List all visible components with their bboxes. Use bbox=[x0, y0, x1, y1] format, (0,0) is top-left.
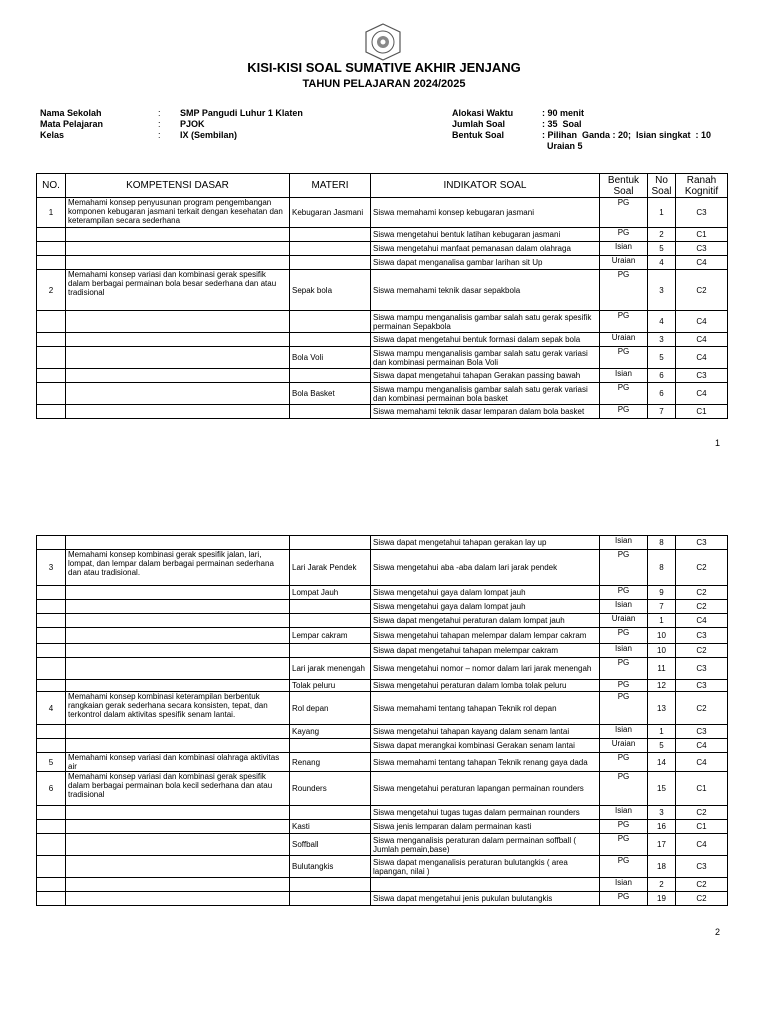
indikator-soal-cell: Siswa mengetahui nomor – nomor dalam lari jarak menengah bbox=[371, 658, 600, 680]
no-soal-cell: 8 bbox=[648, 550, 676, 586]
row-no-cell bbox=[37, 739, 66, 753]
materi-cell bbox=[290, 892, 371, 906]
kompetensi-dasar-cell: Memahami konsep variasi dan kombinasi gerak spesifik dalam berbagai permainan bola kecil sederhana dan atau tradisional bbox=[66, 772, 290, 806]
table-row bbox=[37, 739, 728, 753]
no-soal-cell: 5 bbox=[648, 242, 676, 256]
row-no-cell bbox=[37, 806, 66, 820]
no-soal-cell: 12 bbox=[648, 680, 676, 692]
materi-cell bbox=[290, 311, 371, 333]
row-no-cell: 1 bbox=[37, 198, 66, 228]
kisi-table-page-2 bbox=[36, 535, 728, 906]
indikator-soal-cell: Siswa mengetahui tahapan melempar dalam lempar cakram bbox=[371, 628, 600, 644]
materi-cell bbox=[290, 369, 371, 383]
kompetensi-dasar-cell bbox=[66, 680, 290, 692]
materi-cell: Tolak peluru bbox=[290, 680, 371, 692]
table-row bbox=[37, 628, 728, 644]
no-soal-cell: 2 bbox=[648, 228, 676, 242]
row-no-cell: 6 bbox=[37, 772, 66, 806]
indikator-soal-cell: Siswa dapat mengetahui tahapan gerakan lay up bbox=[371, 536, 600, 550]
row-no-cell: 2 bbox=[37, 270, 66, 311]
row-no-cell bbox=[37, 586, 66, 600]
bentuk-soal-cell: PG bbox=[600, 270, 648, 311]
table-row bbox=[37, 586, 728, 600]
colon: : bbox=[158, 108, 161, 118]
no-soal-cell: 4 bbox=[648, 256, 676, 270]
row-no-cell bbox=[37, 658, 66, 680]
ranah-kognitif-cell: C2 bbox=[676, 600, 728, 614]
table-row bbox=[37, 834, 728, 856]
table-row bbox=[37, 270, 728, 311]
ranah-kognitif-cell: C4 bbox=[676, 347, 728, 369]
ranah-kognitif-cell: C3 bbox=[676, 725, 728, 739]
row-no-cell: 3 bbox=[37, 550, 66, 586]
col-ranah-header: Ranah Kognitif bbox=[676, 174, 728, 198]
table-row bbox=[37, 878, 728, 892]
kompetensi-dasar-cell bbox=[66, 242, 290, 256]
kompetensi-dasar-cell bbox=[66, 586, 290, 600]
no-soal-cell: 3 bbox=[648, 333, 676, 347]
ranah-kognitif-cell: C2 bbox=[676, 550, 728, 586]
col-indikator-header: INDIKATOR SOAL bbox=[371, 174, 600, 198]
colon: : bbox=[158, 119, 161, 129]
bentuk-soal-cell: Uraian bbox=[600, 614, 648, 628]
ranah-kognitif-cell: C4 bbox=[676, 614, 728, 628]
materi-cell: Bulutangkis bbox=[290, 856, 371, 878]
bentuk-soal-cell: Isian bbox=[600, 369, 648, 383]
table-row bbox=[37, 550, 728, 586]
kompetensi-dasar-cell bbox=[66, 383, 290, 405]
indikator-soal-cell: Siswa mengetahui gaya dalam lompat jauh bbox=[371, 586, 600, 600]
indikator-soal-cell: Siswa dapat mengetahui jenis pukulan bulutangkis bbox=[371, 892, 600, 906]
materi-cell: Renang bbox=[290, 753, 371, 772]
no-soal-cell: 8 bbox=[648, 536, 676, 550]
materi-cell bbox=[290, 228, 371, 242]
table-row bbox=[37, 311, 728, 333]
kompetensi-dasar-cell bbox=[66, 536, 290, 550]
materi-cell: Rounders bbox=[290, 772, 371, 806]
table-row bbox=[37, 198, 728, 228]
indikator-soal-cell: Siswa mengetahui gaya dalam lompat jauh bbox=[371, 600, 600, 614]
row-no-cell bbox=[37, 228, 66, 242]
col-no-header: NO. bbox=[37, 174, 66, 198]
kompetensi-dasar-cell bbox=[66, 311, 290, 333]
row-no-cell bbox=[37, 644, 66, 658]
indikator-soal-cell: Siswa mengetahui peraturan dalam lomba tolak peluru bbox=[371, 680, 600, 692]
bentuk-soal-cell: PG bbox=[600, 228, 648, 242]
ranah-kognitif-cell: C2 bbox=[676, 270, 728, 311]
materi-cell bbox=[290, 644, 371, 658]
kompetensi-dasar-cell bbox=[66, 892, 290, 906]
no-soal-cell: 7 bbox=[648, 405, 676, 419]
row-no-cell: 5 bbox=[37, 753, 66, 772]
col-bentuk-header: Bentuk Soal bbox=[600, 174, 648, 198]
materi-cell: Lempar cakram bbox=[290, 628, 371, 644]
no-soal-cell: 15 bbox=[648, 772, 676, 806]
materi-cell: Kasti bbox=[290, 820, 371, 834]
subject-value: PJOK bbox=[180, 119, 205, 129]
kompetensi-dasar-cell bbox=[66, 347, 290, 369]
table-row bbox=[37, 256, 728, 270]
table-row bbox=[37, 369, 728, 383]
row-no-cell bbox=[37, 834, 66, 856]
materi-cell bbox=[290, 333, 371, 347]
type-label: Bentuk Soal bbox=[452, 130, 505, 140]
ranah-kognitif-cell: C4 bbox=[676, 333, 728, 347]
table-row bbox=[37, 772, 728, 806]
subject-label: Mata Pelajaran bbox=[40, 119, 104, 129]
indikator-soal-cell: Siswa mengetahui tahapan kayang dalam senam lantai bbox=[371, 725, 600, 739]
row-no-cell bbox=[37, 856, 66, 878]
kompetensi-dasar-cell bbox=[66, 369, 290, 383]
kompetensi-dasar-cell bbox=[66, 856, 290, 878]
materi-cell bbox=[290, 536, 371, 550]
indikator-soal-cell: Siswa memahami tentang tahapan Teknik rol depan bbox=[371, 692, 600, 725]
table-row bbox=[37, 333, 728, 347]
kompetensi-dasar-cell bbox=[66, 658, 290, 680]
no-soal-cell: 14 bbox=[648, 753, 676, 772]
ranah-kognitif-cell: C3 bbox=[676, 680, 728, 692]
kompetensi-dasar-cell bbox=[66, 834, 290, 856]
no-soal-cell: 19 bbox=[648, 892, 676, 906]
indikator-soal-cell bbox=[371, 878, 600, 892]
bentuk-soal-cell: PG bbox=[600, 347, 648, 369]
ranah-kognitif-cell: C4 bbox=[676, 834, 728, 856]
indikator-soal-cell: Siswa memahami tentang tahapan Teknik renang gaya dada bbox=[371, 753, 600, 772]
page-1 bbox=[0, 0, 768, 456]
bentuk-soal-cell: PG bbox=[600, 820, 648, 834]
bentuk-soal-cell: Isian bbox=[600, 600, 648, 614]
no-soal-cell: 7 bbox=[648, 600, 676, 614]
bentuk-soal-cell: PG bbox=[600, 692, 648, 725]
indikator-soal-cell: Siswa mampu menganalisis gambar salah satu gerak spesifik permainan Sepakbola bbox=[371, 311, 600, 333]
table-row bbox=[37, 725, 728, 739]
info-left bbox=[40, 108, 303, 141]
bentuk-soal-cell: Uraian bbox=[600, 333, 648, 347]
materi-cell: Lompat Jauh bbox=[290, 586, 371, 600]
page-subtitle: TAHUN PELAJARAN 2024/2025 bbox=[302, 78, 466, 90]
ranah-kognitif-cell: C3 bbox=[676, 198, 728, 228]
bentuk-soal-cell: Isian bbox=[600, 536, 648, 550]
indikator-soal-cell: Siswa dapat mengetahui tahapan Gerakan passing bawah bbox=[371, 369, 600, 383]
table-row bbox=[37, 856, 728, 878]
bentuk-soal-cell: PG bbox=[600, 658, 648, 680]
table-row bbox=[37, 753, 728, 772]
kompetensi-dasar-cell bbox=[66, 628, 290, 644]
materi-cell: Rol depan bbox=[290, 692, 371, 725]
ranah-kognitif-cell: C3 bbox=[676, 536, 728, 550]
ranah-kognitif-cell: C3 bbox=[676, 658, 728, 680]
materi-cell: Bola Voli bbox=[290, 347, 371, 369]
materi-cell: Kayang bbox=[290, 725, 371, 739]
indikator-soal-cell: Siswa jenis lemparan dalam permainan kasti bbox=[371, 820, 600, 834]
type-value: : Pilihan Ganda : 20; Isian singkat : 10 Uraian 5 bbox=[542, 130, 712, 151]
row-no-cell bbox=[37, 892, 66, 906]
ranah-kognitif-cell: C1 bbox=[676, 228, 728, 242]
no-soal-cell: 18 bbox=[648, 856, 676, 878]
ranah-kognitif-cell: C4 bbox=[676, 383, 728, 405]
table-row bbox=[37, 383, 728, 405]
no-soal-cell: 10 bbox=[648, 628, 676, 644]
bentuk-soal-cell: PG bbox=[600, 680, 648, 692]
bentuk-soal-cell: PG bbox=[600, 550, 648, 586]
ranah-kognitif-cell: C1 bbox=[676, 405, 728, 419]
ranah-kognitif-cell: C4 bbox=[676, 311, 728, 333]
kompetensi-dasar-cell bbox=[66, 333, 290, 347]
indikator-soal-cell: Siswa dapat menganalisa gambar larihan sit Up bbox=[371, 256, 600, 270]
indikator-soal-cell: Siswa mampu menganalisis gambar salah satu gerak variasi dan kombinasi permainan bola basket bbox=[371, 383, 600, 405]
table-row bbox=[37, 680, 728, 692]
page-gap bbox=[0, 456, 768, 500]
no-soal-cell: 17 bbox=[648, 834, 676, 856]
bentuk-soal-cell: PG bbox=[600, 753, 648, 772]
kompetensi-dasar-cell bbox=[66, 405, 290, 419]
col-nosoal-header: No Soal bbox=[648, 174, 676, 198]
bentuk-soal-cell: PG bbox=[600, 772, 648, 806]
table-row bbox=[37, 806, 728, 820]
materi-cell bbox=[290, 614, 371, 628]
row-no-cell bbox=[37, 311, 66, 333]
ranah-kognitif-cell: C1 bbox=[676, 772, 728, 806]
kompetensi-dasar-cell: Memahami konsep kombinasi keterampilan berbentuk rangkaian gerak sederhana secara konsisten, tepat, dan terkontrol dalam aktivitas spesifik senam lantai. bbox=[66, 692, 290, 725]
materi-cell: Kebugaran Jasmani bbox=[290, 198, 371, 228]
info-right bbox=[452, 108, 711, 152]
table-row bbox=[37, 892, 728, 906]
ranah-kognitif-cell: C2 bbox=[676, 692, 728, 725]
bentuk-soal-cell: Isian bbox=[600, 806, 648, 820]
indikator-soal-cell: Siswa mengetahui aba -aba dalam lari jarak pendek bbox=[371, 550, 600, 586]
bentuk-soal-cell: PG bbox=[600, 892, 648, 906]
materi-cell: Lari jarak menengah bbox=[290, 658, 371, 680]
row-no-cell bbox=[37, 405, 66, 419]
table-row bbox=[37, 614, 728, 628]
table-row bbox=[37, 820, 728, 834]
indikator-soal-cell: Siswa mengetahui tugas tugas dalam permainan rounders bbox=[371, 806, 600, 820]
kompetensi-dasar-cell bbox=[66, 600, 290, 614]
table-row bbox=[37, 644, 728, 658]
table-row bbox=[37, 242, 728, 256]
row-no-cell bbox=[37, 536, 66, 550]
colon: : bbox=[158, 130, 161, 140]
kompetensi-dasar-cell bbox=[66, 644, 290, 658]
table-row bbox=[37, 658, 728, 680]
no-soal-cell: 3 bbox=[648, 806, 676, 820]
table-row bbox=[37, 536, 728, 550]
count-label: Jumlah Soal bbox=[452, 119, 506, 129]
bentuk-soal-cell: Isian bbox=[600, 725, 648, 739]
row-no-cell bbox=[37, 600, 66, 614]
kompetensi-dasar-cell bbox=[66, 614, 290, 628]
kompetensi-dasar-cell: Memahami konsep variasi dan kombinasi gerak spesifik dalam berbagai permainan bola besar sederhana dan atau tradisional bbox=[66, 270, 290, 311]
no-soal-cell: 4 bbox=[648, 311, 676, 333]
materi-cell: Sepak bola bbox=[290, 270, 371, 311]
col-materi-header: MATERI bbox=[290, 174, 371, 198]
bentuk-soal-cell: PG bbox=[600, 383, 648, 405]
kompetensi-dasar-cell bbox=[66, 820, 290, 834]
page-title: KISI-KISI SOAL SUMATIVE AKHIR JENJANG bbox=[247, 60, 521, 75]
table-row bbox=[37, 228, 728, 242]
indikator-soal-cell: Siswa mengetahui bentuk latihan kebugaran jasmani bbox=[371, 228, 600, 242]
bentuk-soal-cell: PG bbox=[600, 834, 648, 856]
page-number: 1 bbox=[714, 438, 720, 448]
no-soal-cell: 3 bbox=[648, 270, 676, 311]
kompetensi-dasar-cell bbox=[66, 739, 290, 753]
ranah-kognitif-cell: C2 bbox=[676, 806, 728, 820]
materi-cell: Lari Jarak Pendek bbox=[290, 550, 371, 586]
kompetensi-dasar-cell bbox=[66, 806, 290, 820]
no-soal-cell: 13 bbox=[648, 692, 676, 725]
ranah-kognitif-cell: C2 bbox=[676, 586, 728, 600]
ranah-kognitif-cell: C4 bbox=[676, 753, 728, 772]
school-label: Nama Sekolah bbox=[40, 108, 102, 118]
row-no-cell bbox=[37, 333, 66, 347]
ranah-kognitif-cell: C3 bbox=[676, 628, 728, 644]
row-no-cell bbox=[37, 725, 66, 739]
table-row bbox=[37, 600, 728, 614]
indikator-soal-cell: Siswa dapat mengetahui bentuk formasi dalam sepak bola bbox=[371, 333, 600, 347]
bentuk-soal-cell: Uraian bbox=[600, 739, 648, 753]
no-soal-cell: 2 bbox=[648, 878, 676, 892]
row-no-cell bbox=[37, 242, 66, 256]
materi-cell bbox=[290, 739, 371, 753]
row-no-cell bbox=[37, 369, 66, 383]
table-row bbox=[37, 347, 728, 369]
no-soal-cell: 5 bbox=[648, 347, 676, 369]
no-soal-cell: 10 bbox=[648, 644, 676, 658]
kompetensi-dasar-cell bbox=[66, 878, 290, 892]
materi-cell bbox=[290, 242, 371, 256]
indikator-soal-cell: Siswa dapat mengetahui peraturan dalam lompat jauh bbox=[371, 614, 600, 628]
row-no-cell bbox=[37, 680, 66, 692]
ranah-kognitif-cell: C4 bbox=[676, 256, 728, 270]
class-label: Kelas bbox=[40, 130, 65, 140]
kompetensi-dasar-cell bbox=[66, 725, 290, 739]
count-value: : 35 Soal bbox=[542, 119, 582, 129]
no-soal-cell: 6 bbox=[648, 383, 676, 405]
indikator-soal-cell: Siswa mengetahui peraturan lapangan permainan rounders bbox=[371, 772, 600, 806]
no-soal-cell: 9 bbox=[648, 586, 676, 600]
ranah-kognitif-cell: C2 bbox=[676, 878, 728, 892]
materi-cell bbox=[290, 806, 371, 820]
indikator-soal-cell: Siswa menganalisis peraturan dalam permainan soffball ( Jumlah pemain,base) bbox=[371, 834, 600, 856]
table-row bbox=[37, 405, 728, 419]
no-soal-cell: 11 bbox=[648, 658, 676, 680]
bentuk-soal-cell: PG bbox=[600, 628, 648, 644]
time-value: : 90 menit bbox=[542, 108, 585, 118]
ranah-kognitif-cell: C4 bbox=[676, 739, 728, 753]
row-no-cell bbox=[37, 383, 66, 405]
ranah-kognitif-cell: C1 bbox=[676, 820, 728, 834]
no-soal-cell: 5 bbox=[648, 739, 676, 753]
materi-cell: Bola Basket bbox=[290, 383, 371, 405]
page-number: 2 bbox=[714, 927, 720, 937]
materi-cell bbox=[290, 405, 371, 419]
ranah-kognitif-cell: C3 bbox=[676, 242, 728, 256]
indikator-soal-cell: Siswa dapat mengetahui tahapan melempar cakram bbox=[371, 644, 600, 658]
page-2 bbox=[0, 500, 768, 1024]
ranah-kognitif-cell: C2 bbox=[676, 892, 728, 906]
row-no-cell bbox=[37, 878, 66, 892]
kompetensi-dasar-cell: Memahami konsep variasi dan kombinasi olahraga aktivitas air bbox=[66, 753, 290, 772]
ranah-kognitif-cell: C2 bbox=[676, 644, 728, 658]
indikator-soal-cell: Siswa memahami teknik dasar lemparan dalam bola basket bbox=[371, 405, 600, 419]
row-no-cell bbox=[37, 256, 66, 270]
kompetensi-dasar-cell: Memahami konsep kombinasi gerak spesifik jalan, lari, lompat, dan lempar dalam berbagai permainan sederhana dan atau tradisional. bbox=[66, 550, 290, 586]
no-soal-cell: 16 bbox=[648, 820, 676, 834]
col-kompetensi-header: KOMPETENSI DASAR bbox=[66, 174, 290, 198]
school-logo-icon bbox=[360, 22, 406, 62]
kompetensi-dasar-cell bbox=[66, 256, 290, 270]
row-no-cell bbox=[37, 628, 66, 644]
bentuk-soal-cell: Uraian bbox=[600, 256, 648, 270]
bentuk-soal-cell: PG bbox=[600, 586, 648, 600]
time-label: Alokasi Waktu bbox=[452, 108, 514, 118]
indikator-soal-cell: Siswa mampu menganalisis gambar salah satu gerak variasi dan kombinasi permainan Bola Voli bbox=[371, 347, 600, 369]
row-no-cell bbox=[37, 347, 66, 369]
kompetensi-dasar-cell bbox=[66, 228, 290, 242]
indikator-soal-cell: Siswa memahami teknik dasar sepakbola bbox=[371, 270, 600, 311]
bentuk-soal-cell: PG bbox=[600, 405, 648, 419]
table-row bbox=[37, 692, 728, 725]
materi-cell bbox=[290, 256, 371, 270]
indikator-soal-cell: Siswa dapat menganalisis peraturan bulutangkis ( area lapangan, nilai ) bbox=[371, 856, 600, 878]
row-no-cell bbox=[37, 614, 66, 628]
table-header-row bbox=[37, 174, 728, 198]
ranah-kognitif-cell: C3 bbox=[676, 369, 728, 383]
row-no-cell: 4 bbox=[37, 692, 66, 725]
school-value: SMP Pangudi Luhur 1 Klaten bbox=[180, 108, 303, 118]
no-soal-cell: 1 bbox=[648, 725, 676, 739]
bentuk-soal-cell: Isian bbox=[600, 242, 648, 256]
class-value: IX (Sembilan) bbox=[180, 130, 238, 140]
kompetensi-dasar-cell: Memahami konsep penyusunan program pengembangan komponen kebugaran jasmani terkait dengan kesehatan dan keterampilan secara sederhana bbox=[66, 198, 290, 228]
materi-cell: Soffball bbox=[290, 834, 371, 856]
no-soal-cell: 1 bbox=[648, 198, 676, 228]
indikator-soal-cell: Siswa dapat merangkai kombinasi Gerakan senam lantai bbox=[371, 739, 600, 753]
bentuk-soal-cell: Isian bbox=[600, 644, 648, 658]
no-soal-cell: 1 bbox=[648, 614, 676, 628]
indikator-soal-cell: Siswa mengetahui manfaat pemanasan dalam olahraga bbox=[371, 242, 600, 256]
materi-cell bbox=[290, 878, 371, 892]
row-no-cell bbox=[37, 820, 66, 834]
no-soal-cell: 6 bbox=[648, 369, 676, 383]
materi-cell bbox=[290, 600, 371, 614]
indikator-soal-cell: Siswa memahami konsep kebugaran jasmani bbox=[371, 198, 600, 228]
bentuk-soal-cell: Isian bbox=[600, 878, 648, 892]
ranah-kognitif-cell: C3 bbox=[676, 856, 728, 878]
kisi-table-page-1 bbox=[36, 173, 728, 419]
bentuk-soal-cell: PG bbox=[600, 198, 648, 228]
bentuk-soal-cell: PG bbox=[600, 856, 648, 878]
bentuk-soal-cell: PG bbox=[600, 311, 648, 333]
